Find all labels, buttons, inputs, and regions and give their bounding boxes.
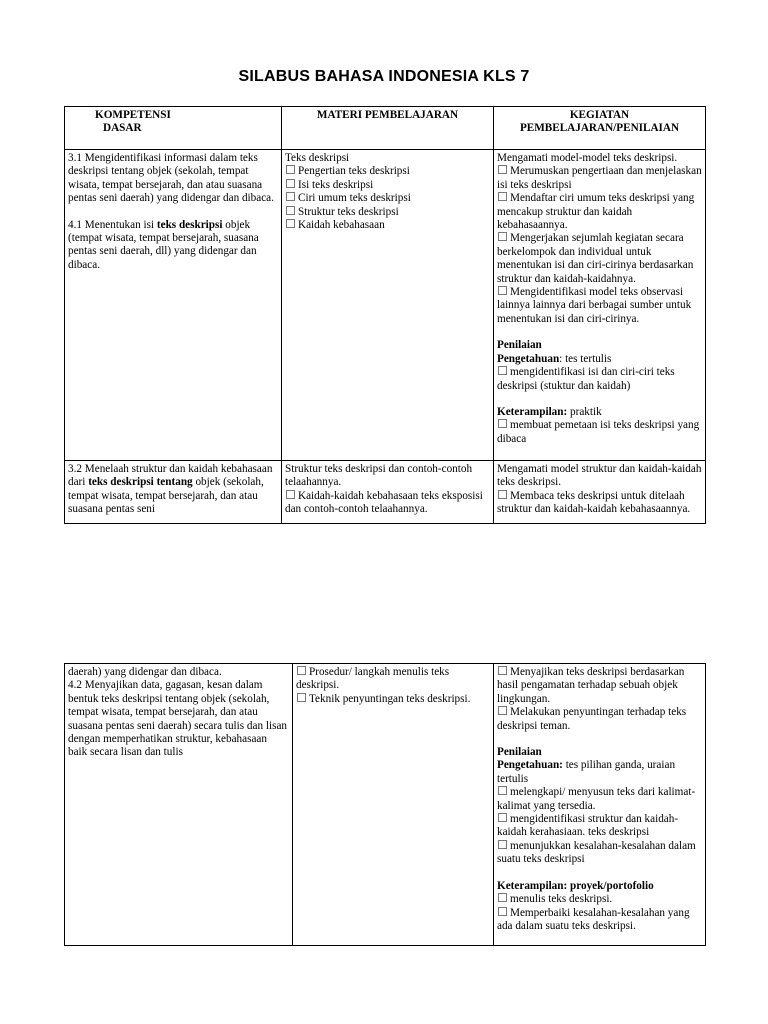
penilaian-label: Penilaian — [497, 339, 542, 352]
checkbox-icon — [286, 165, 295, 174]
kd-4-1 — [68, 219, 278, 273]
kd-cell — [65, 461, 282, 524]
list-item-text: Ciri umum teks deskripsi — [298, 192, 411, 205]
list-item-text: Prosedur/ langkah menulis teks deskripsi. — [296, 666, 450, 692]
list-item — [285, 206, 490, 219]
list-item — [497, 286, 702, 326]
list-item-text: Mendaftar ciri umum teks deskripsi yang mencakup struktur dan kaidah kebahasaannya. — [497, 192, 695, 232]
list-item — [497, 419, 702, 446]
list-item — [497, 490, 702, 517]
list-item — [285, 192, 490, 205]
checkbox-icon — [498, 192, 507, 201]
pengetahuan-line — [497, 759, 702, 786]
list-item — [497, 907, 702, 934]
pengetahuan-text: tes pilihan ganda, uraian tertulis — [497, 759, 676, 785]
list-item-text: Melakukan penyuntingan terhadap teks deskripsi teman. — [497, 706, 687, 732]
list-item-text: Pengertian teks deskripsi — [298, 165, 410, 178]
list-item-text: Merumuskan pengertiaan dan menjelaskan isi teks deskripsi — [497, 165, 702, 191]
materi-cell — [282, 150, 494, 461]
list-item-text: Teknik penyuntingan teks deskripsi. — [309, 692, 471, 705]
list-item — [497, 893, 702, 906]
list-item — [497, 366, 702, 393]
header-kompetensi-dasar — [65, 107, 282, 150]
table-row — [65, 461, 706, 524]
syllabus-table-page-2 — [64, 663, 706, 946]
keterampilan-label: Keterampilan: — [497, 405, 568, 418]
kegiatan-intro: Mengamati model struktur dan kaidah-kaidah teks deskripsi. — [497, 463, 702, 489]
list-item-text: Mengidentifikasi model teks observasi lainnya lainnya dari berbagai sumber untuk menentukan isi dan ciri-cirinya. — [497, 286, 692, 325]
header-kd-line2: DASAR — [103, 122, 142, 135]
checkbox-icon — [286, 179, 295, 188]
checkbox-icon — [498, 165, 507, 174]
list-item-text: Struktur teks deskripsi — [298, 205, 399, 218]
list-item-text: Kaidah kebahasaan — [298, 219, 385, 232]
kd-3-2-post: objek (sekolah, tempat wisata, tempat bersejarah, dan atau suasana pentas seni — [68, 476, 264, 516]
checkbox-icon — [297, 693, 306, 702]
checkbox-icon — [286, 192, 295, 201]
syllabus-table-page-1 — [64, 106, 706, 524]
materi-cell — [293, 664, 494, 946]
list-item-text: mengidentifikasi struktur dan kaidah-kaidah kerahasiaan. teks deskripsi — [497, 813, 679, 839]
checkbox-icon — [498, 893, 507, 902]
kd-3-2-bold: teks deskripsi tentang — [88, 476, 193, 489]
kegiatan-cell — [494, 461, 706, 524]
list-item — [497, 840, 702, 867]
list-item-text: melengkapi/ menyusun teks dari kalimat-kalimat yang tersedia. — [497, 786, 696, 812]
list-item — [497, 706, 702, 733]
checkbox-icon — [498, 706, 507, 715]
kd-3-2-pre: 3.2 Menelaah struktur dan kaidah kebahasaan dari — [68, 463, 273, 489]
list-item — [296, 693, 490, 706]
materi-title: Teks deskripsi — [285, 152, 350, 164]
header-kegiatan-line1: KEGIATAN — [569, 109, 630, 121]
keterampilan-text: praktik — [567, 405, 602, 418]
header-kd-line1: KOMPETENSI — [95, 109, 171, 121]
pengetahuan-label: Pengetahuan — [497, 352, 560, 365]
checkbox-icon — [498, 366, 507, 375]
list-item-text: membuat pemetaan isi teks deskripsi yang dibaca — [497, 419, 700, 445]
list-item-text: Kaidah-kaidah kebahasaan teks eksposisi dan contoh-contoh telaahannya. — [285, 489, 483, 516]
penilaian-heading — [497, 339, 702, 352]
kd-cell — [65, 150, 282, 461]
kegiatan-intro: Mengamati model-model teks deskripsi. — [497, 152, 678, 164]
list-item — [285, 219, 490, 232]
header-row — [65, 107, 706, 150]
header-kegiatan-line2: PEMBELAJARAN/PENILAIAN — [519, 122, 680, 135]
list-item — [285, 165, 490, 178]
list-item — [497, 192, 702, 232]
materi-cell — [282, 461, 494, 524]
kegiatan-cell — [494, 150, 706, 461]
checkbox-icon — [498, 232, 507, 241]
list-item — [497, 666, 702, 706]
penilaian-heading — [497, 746, 702, 759]
kd-4-1-pre: 4.1 Menentukan isi — [68, 218, 157, 231]
keterampilan-line — [497, 880, 702, 893]
header-materi — [282, 107, 494, 150]
keterampilan-line — [497, 406, 702, 419]
list-item — [497, 232, 702, 286]
header-materi-label: MATERI PEMBELAJARAN — [316, 109, 459, 121]
kd-3-1: 3.1 Mengidentifikasi informasi dalam teks deskripsi tentang objek (sekolah, tempat wisata, tempat bersejarah, dan atau suasana pentas seni daerah) yang didengar dan dibaca. — [68, 152, 274, 205]
checkbox-icon — [286, 219, 295, 228]
list-item — [497, 813, 702, 840]
keterampilan-label: Keterampilan: proyek/portofolio — [497, 879, 654, 892]
document-title: SILABUS BAHASA INDONESIA KLS 7 — [238, 68, 530, 85]
kd-4-2: 4.2 Menyajikan data, gagasan, kesan dalam bentuk teks deskripsi tentang objek (sekolah, tempat wisata, tempat bersejarah, dan atau suasana pentas seni daerah) secara tulis dan lisan dengan memperhatikan struktur, kebahasaan baik secara lisan dan tulis — [68, 679, 288, 759]
kd-4-1-post: objek (tempat wisata, tempat bersejarah, suasana pentas seni daerah, dll) yang didengar dan dibaca. — [68, 218, 259, 271]
checkbox-icon — [498, 490, 507, 499]
kd-3-2-continued: daerah) yang didengar dan dibaca. — [68, 666, 222, 678]
list-item-text: mengidentifikasi isi dan ciri-ciri teks deskripsi (stuktur dan kaidah) — [497, 366, 675, 392]
list-item — [296, 666, 490, 693]
kd-3-2 — [68, 463, 278, 517]
checkbox-icon — [498, 907, 507, 916]
list-item — [285, 490, 490, 517]
list-item-text: Memperbaiki kesalahan-kesalahan yang ada dalam suatu teks deskripsi. — [497, 906, 690, 932]
materi-text: Struktur teks deskripsi dan contoh-contoh telaahannya. — [285, 463, 473, 489]
list-item-text: Membaca teks deskripsi untuk ditelaah struktur dan kaidah-kaidah kebahasaannya. — [497, 489, 691, 516]
checkbox-icon — [498, 286, 507, 295]
pengetahuan-text: : tes tertulis — [559, 352, 612, 365]
penilaian-label: Penilaian — [497, 746, 542, 759]
checkbox-icon — [498, 419, 507, 428]
pengetahuan-label: Pengetahuan: — [497, 759, 563, 772]
checkbox-icon — [297, 666, 306, 675]
list-item-text: menunjukkan kesalahan-kesalahan dalam suatu teks deskripsi — [497, 839, 696, 866]
list-item — [497, 786, 702, 813]
checkbox-icon — [286, 490, 295, 499]
list-item-text: menulis teks deskripsi. — [510, 893, 613, 906]
kd-cell — [65, 664, 293, 946]
checkbox-icon — [498, 840, 507, 849]
checkbox-icon — [286, 206, 295, 215]
list-item-text: Menyajikan teks deskripsi berdasarkan hasil pengamatan terhadap sebuah objek lingkungan. — [497, 666, 685, 705]
checkbox-icon — [498, 813, 507, 822]
list-item — [285, 179, 490, 192]
checkbox-icon — [498, 666, 507, 675]
kd-4-1-bold: teks deskripsi — [156, 218, 223, 231]
header-kegiatan — [494, 107, 706, 150]
kegiatan-cell — [494, 664, 706, 946]
table-row — [65, 664, 706, 946]
pengetahuan-line — [497, 353, 702, 366]
list-item — [497, 165, 702, 192]
list-item-text: Mengerjakan sejumlah kegiatan secara berkelompok dan individual untuk menentukan isi dan ciri-cirinya berdasarkan struktur dan kaidah-kaidahnya. — [497, 232, 694, 285]
checkbox-icon — [498, 786, 507, 795]
table-row — [65, 150, 706, 461]
list-item-text: Isi teks deskripsi — [298, 178, 374, 191]
